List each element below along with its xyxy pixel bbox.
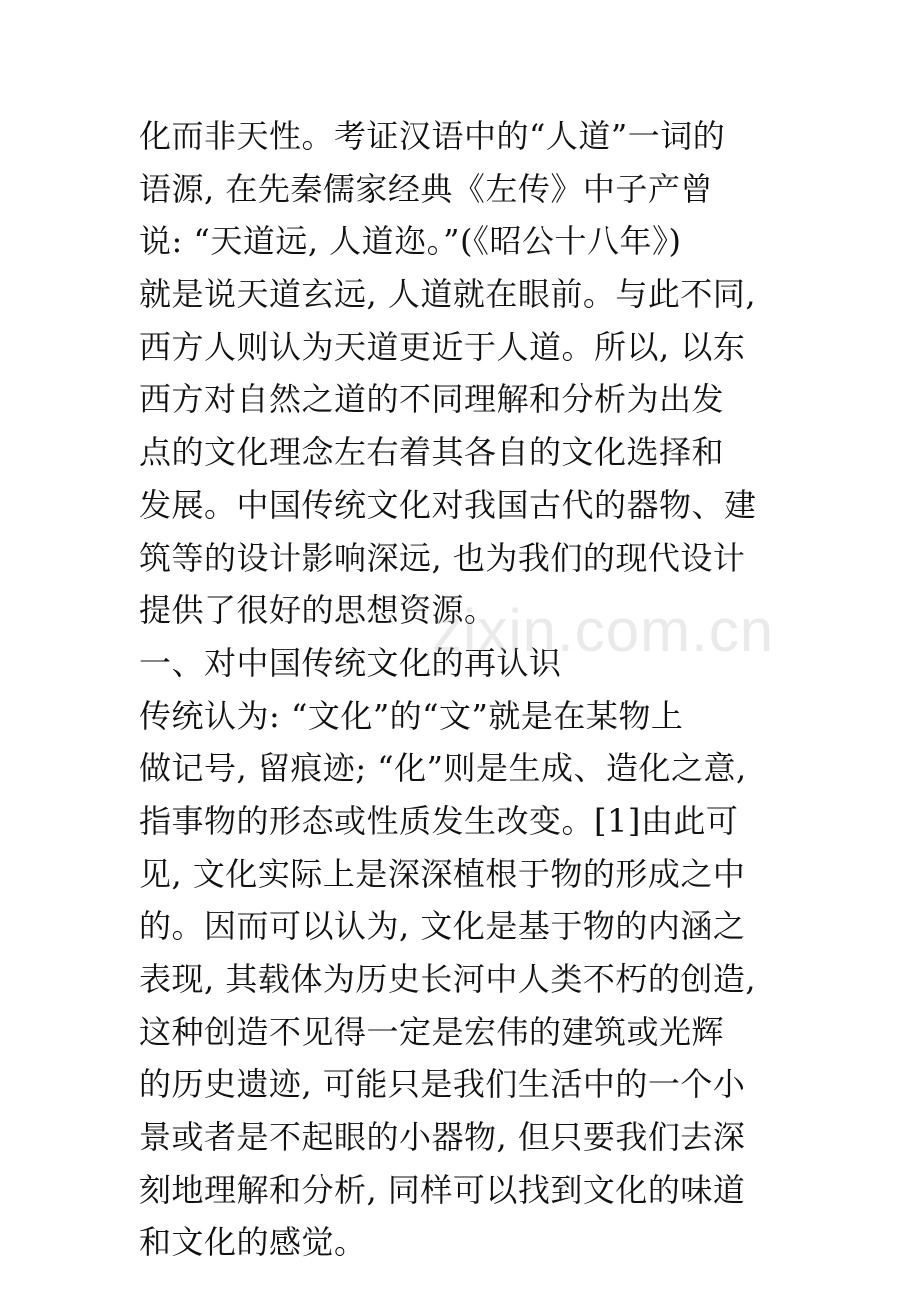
text-line: 语源, 在先秦儒家经典《左传》中子产曾	[139, 169, 713, 208]
text-line: 指事物的形态或性质发生改变。[1]由此可	[139, 801, 739, 840]
text-line: 筑等的设计影响深远, 也为我们的现代设计	[139, 538, 746, 577]
text-line: 做记号, 留痕迹; “化”则是生成、造化之意,	[139, 749, 747, 788]
text-line: 的历史遗迹, 可能只是我们生活中的一个小	[139, 1065, 746, 1104]
text-line: 刻地理解和分析, 同样可以找到文化的味道	[139, 1170, 746, 1209]
section-heading: 一、对中国传统文化的再认识	[139, 643, 562, 682]
text-line: 就是说天道玄远, 人道就在眼前。与此不同,	[139, 275, 757, 314]
text-line: 见, 文化实际上是深深植根于物的形成之中	[139, 854, 746, 893]
text-line: 说: “天道远, 人道迩。”(《昭公十八年》)	[139, 222, 682, 261]
text-line: 景或者是不起眼的小器物, 但只要我们去深	[139, 1118, 746, 1157]
text-line: 西方人则认为天道更近于人道。所以, 以东	[139, 327, 746, 366]
text-line: 传统认为: “文化”的“文”就是在某物上	[139, 696, 684, 735]
watermark: zixin.com.cn	[432, 597, 775, 664]
text-line: 西方对自然之道的不同理解和分析为出发	[139, 380, 725, 419]
text-line: 发展。中国传统文化对我国古代的器物、建	[139, 485, 757, 524]
body-text	[139, 110, 799, 1269]
text-line: 化而非天性。考证汉语中的“人道”一词的	[139, 117, 726, 155]
text-line: 的。因而可以认为, 文化是基于物的内涵之	[139, 907, 746, 946]
text-line: 和文化的感觉。	[139, 1223, 367, 1262]
text-line: 提供了很好的思想资源。	[139, 591, 497, 630]
text-line: 点的文化理念左右着其各自的文化选择和	[139, 433, 725, 472]
text-line: 表现, 其载体为历史长河中人类不朽的创造,	[139, 960, 757, 998]
text-line: 这种创造不见得一定是宏伟的建筑或光辉	[139, 1012, 725, 1051]
